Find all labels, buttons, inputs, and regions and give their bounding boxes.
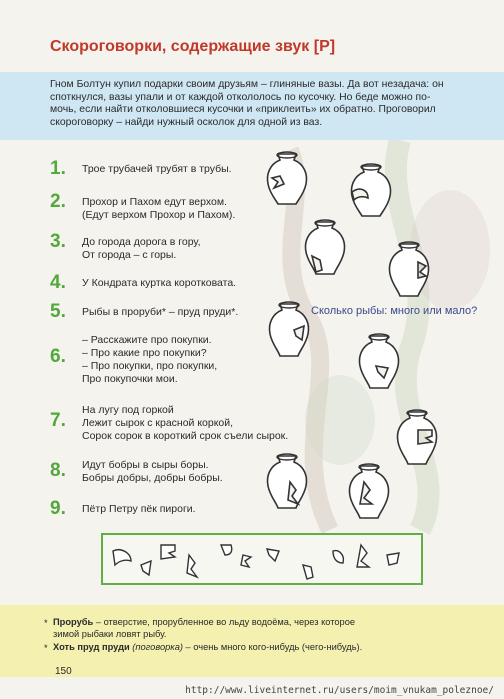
vase-shards-image xyxy=(103,535,421,583)
item-line: – Расскажите про покупки. xyxy=(82,334,212,346)
broken-vase-image xyxy=(302,218,348,276)
item-line: Сорок сорок в короткий срок съели сырок. xyxy=(82,430,289,442)
item-line: От города – с горы. xyxy=(82,249,177,261)
source-url[interactable]: http://www.liveinternet.ru/users/moim_vnukam_poleznoe/ xyxy=(185,685,494,696)
footnotes-panel xyxy=(0,605,504,677)
footnote-marker: * xyxy=(44,618,48,628)
item-line: Прохор и Пахом едут верхом. xyxy=(82,196,227,208)
item-number: 5. xyxy=(50,301,66,322)
page-number: 150 xyxy=(55,666,72,677)
footnote-term: Прорубь xyxy=(53,617,94,627)
item-line: До города дорога в гору, xyxy=(82,236,201,248)
item-line: – Про какие про покупки? xyxy=(82,347,207,359)
broken-vase-image xyxy=(264,150,310,206)
item-line: Трое трубачей трубят в трубы. xyxy=(82,163,232,175)
item-line: Бобры добры, добры бобры. xyxy=(82,472,223,484)
broken-vase-image xyxy=(266,300,312,358)
item-number: 7. xyxy=(50,410,66,431)
item-line: Лежит сырок с красной коркой, xyxy=(82,417,234,429)
item-number: 9. xyxy=(50,498,66,519)
item-number: 4. xyxy=(50,272,66,293)
item-line: Про покупочки мои. xyxy=(82,373,178,385)
footnote-aside: (поговорка) xyxy=(129,642,183,652)
broken-vase-image xyxy=(356,332,402,390)
intro-panel xyxy=(0,72,504,140)
question-text: Сколько рыбы: много или мало? xyxy=(311,305,478,317)
broken-vase-image xyxy=(264,452,310,510)
footnote xyxy=(53,617,355,640)
page-title: Скороговорки, содержащие звук [Р] xyxy=(50,38,336,55)
intro-text: Гном Болтун купил подарки своим друзьям – глиняные вазы. Да вот незадача: он споткнулся, вазы упали и от каждой откололось по кусочку. Но беде можно по- мочь, если найти отколовшиеся кусочки и «приклеить» их обратно. Проговорил скороговорку – найди нужный осколок для одной из ваз. xyxy=(50,79,444,128)
footnote-text: зимой рыбаки ловят рыбу. xyxy=(53,628,167,639)
item-number: 6. xyxy=(50,346,66,367)
footnote-term: Хоть пруд пруди xyxy=(53,642,130,652)
footnote-marker: * xyxy=(44,643,48,653)
footnote xyxy=(53,642,362,654)
item-number: 3. xyxy=(50,231,66,252)
broken-vase-image xyxy=(386,240,432,298)
broken-vase-image xyxy=(348,162,394,218)
broken-vase-image xyxy=(346,462,392,520)
item-number: 2. xyxy=(50,191,66,212)
item-line: Рыбы в проруби* – пруд пруди*. xyxy=(82,306,239,318)
item-number: 8. xyxy=(50,460,66,481)
item-line: На лугу под горкой xyxy=(82,404,174,416)
item-line: Пётр Петру пёк пироги. xyxy=(82,503,196,515)
item-line: – Про покупки, про покупки, xyxy=(82,360,218,372)
footnote-text: – отверстие, прорубленное во льду водоёма, через которое xyxy=(93,617,356,627)
item-line: Идут бобры в сыры боры. xyxy=(82,459,209,471)
footer-bar xyxy=(0,683,504,699)
item-line: (Едут верхом Прохор и Пахом). xyxy=(82,209,236,221)
shards-panel xyxy=(101,533,423,585)
item-number: 1. xyxy=(50,158,66,179)
footnote-text: – очень много кого-нибудь (чего-нибудь). xyxy=(182,642,363,652)
item-line: У Кондрата куртка коротковата. xyxy=(82,277,237,289)
broken-vase-image xyxy=(394,408,440,466)
